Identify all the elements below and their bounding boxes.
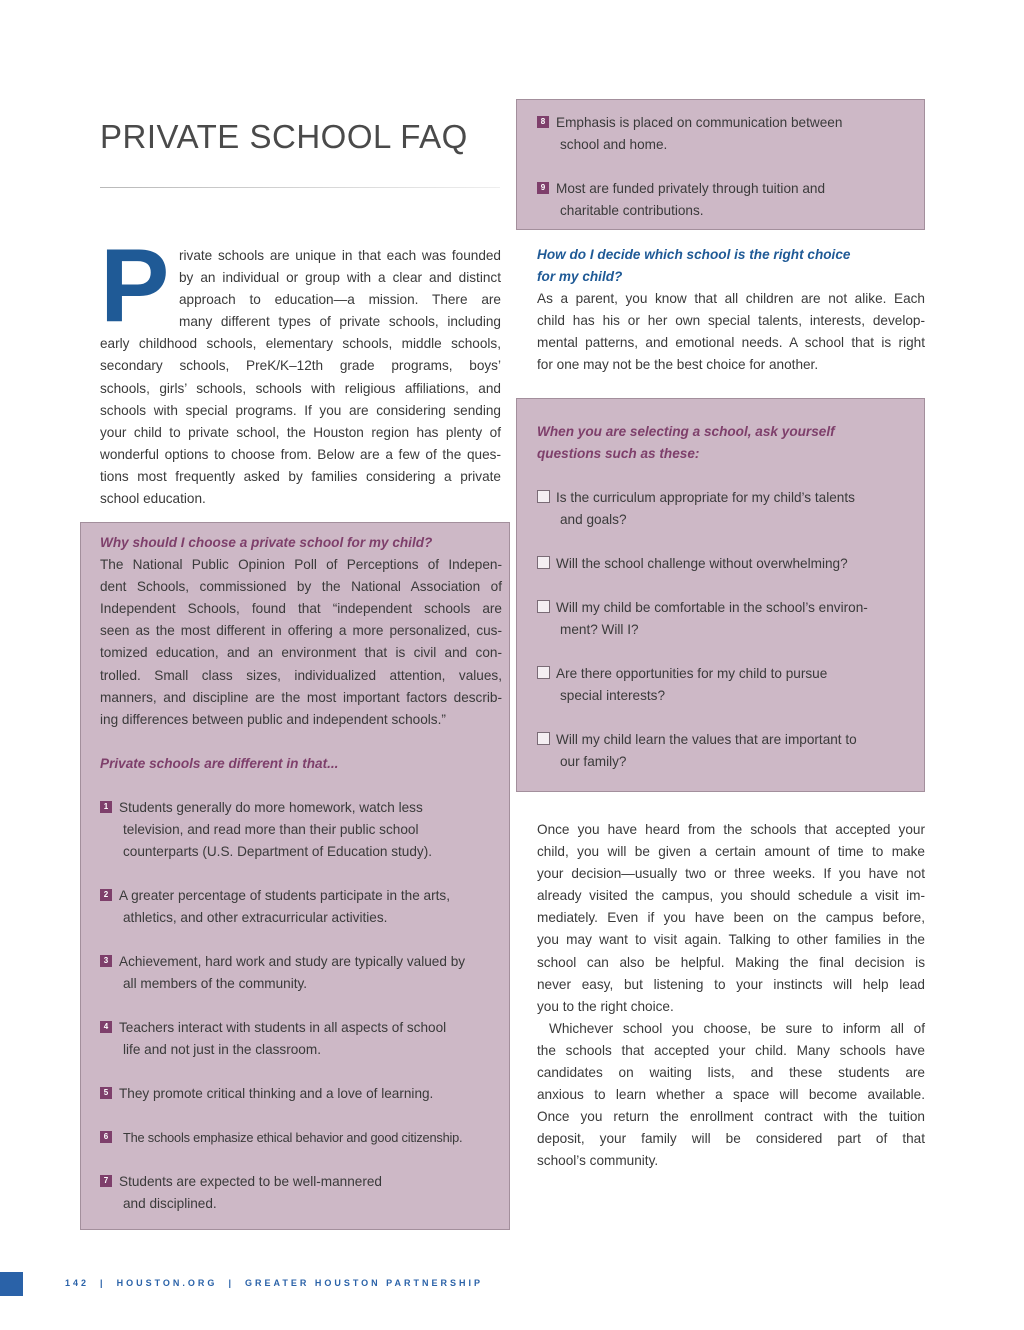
closing-line: anxious to learn whether a space will become available. [537,1087,925,1103]
number-badge: 4 [100,1021,112,1033]
checklist-item [537,597,917,641]
closing-line: already visited the campus, you should schedule a visit im- [537,888,925,904]
why-line: manners, and discipline are the most important factors describ- [100,689,502,705]
checklist-item [537,553,917,575]
footer [65,1278,483,1288]
item-line: and goals? [560,512,627,528]
closing-line: you may want to visit again. Talking to other families in the [537,932,925,948]
numbered-item [100,951,502,995]
item-line: Will my child learn the values that are important to [556,732,857,747]
decide-heading: How do I decide which school is the right choice [537,247,851,262]
number-badge: 1 [100,801,112,813]
footer-org: GREATER HOUSTON PARTNERSHIP [245,1278,484,1288]
item-line: and disciplined. [123,1196,217,1212]
item-line: Emphasis is placed on communication between [556,115,843,130]
intro-line: many different types of private schools, including [179,314,501,330]
numbered-item [100,1017,502,1061]
different-subheading: Private schools are different in that... [100,755,339,771]
item-line: They promote critical thinking and a love of learning. [119,1086,434,1101]
intro-line: schools with special programs. If you are considering sending [100,402,501,418]
intro-line: wonderful options to choose from. Below are a few of the ques- [100,446,501,462]
closing-line: mediately. Even if you have been on the campus before, [537,910,925,926]
closing-line: never easy, but listening to your instincts will help lead [537,976,925,992]
why-line: seen as the most different in offering a more personalized, cus- [100,623,502,639]
numbered-item [100,1171,502,1215]
number-badge: 6 [100,1131,112,1143]
item-line: school and home. [560,137,668,153]
item-line: life and not just in the classroom. [123,1042,321,1058]
numbered-item [537,178,917,222]
checklist-item [537,729,917,773]
title-divider [100,187,500,188]
item-line: all members of the community. [123,976,308,992]
intro-paragraph [100,245,501,510]
numbered-item [100,885,502,929]
page-number: 142 [65,1278,90,1288]
closing-line: Once you have heard from the schools that accepted your [537,822,925,837]
item-line: Most are funded privately through tuition and [556,181,826,196]
item-line: special interests? [560,688,666,704]
item-line: ment? Will I? [560,622,639,638]
number-badge: 2 [100,889,112,901]
item-line: athletics, and other extracurricular activities. [123,910,388,926]
closing-line: your decision—usually two or three weeks. If you have not [537,866,925,882]
closing-paragraphs [537,819,925,1173]
intro-line: schools, girls’ schools, schools with religious affiliations, and [100,380,501,396]
closing-line: school can also be helpful. Making the final decision is [537,954,925,970]
why-line: tomized education, and an environment that is civil and con- [100,645,502,661]
decide-line: As a parent, you know that all children are not alike. Each [537,291,925,307]
item-line: Will the school challenge without overwhelming? [556,556,848,571]
number-badge: 3 [100,955,112,967]
number-badge: 7 [100,1175,112,1187]
checklist-item [537,663,917,707]
item-line: Will my child be comfortable in the school’s environ- [556,600,868,615]
footer-separator: | [100,1278,106,1288]
item-line: television, and read more than their public school [123,822,419,838]
item-line: A greater percentage of students participate in the arts, [119,888,450,903]
item-line: The schools emphasize ethical behavior and good citizenship. [123,1130,463,1145]
item-line: Are there opportunities for my child to pursue [556,666,828,681]
closing-line: Once you return the enrollment contract with the tuition [537,1109,925,1125]
drop-cap: P [100,228,170,344]
closing-line: child, you will be given a certain amount of time to make [537,844,925,860]
checkbox-icon [537,732,550,745]
checkbox-icon [537,600,550,613]
closing-line: you to the right choice. [537,998,674,1014]
intro-line: approach to education—a mission. There are [179,292,501,308]
intro-line: early childhood schools, elementary schools, middle schools, [100,336,501,352]
footer-separator: | [228,1278,234,1288]
intro-line: by an individual or group with a clear and distinct [179,270,501,286]
why-line: dent Schools, commissioned by the National Association of [100,579,502,595]
numbered-item [537,112,917,156]
item-line: Students are expected to be well-mannered [119,1174,382,1189]
why-line: Independent Schools, found that “independent schools are [100,601,502,617]
why-line: trolled. Small class sizes, individualized attention, values, [100,667,502,683]
questions-heading: When you are selecting a school, ask yourself [537,424,835,439]
intro-line: rivate schools are unique in that each was founded [179,248,501,263]
number-badge: 8 [537,116,549,128]
numbered-item [100,797,502,863]
checklist-item [537,487,917,531]
checkbox-icon [537,666,550,679]
decide-section [537,244,925,377]
closing-line: school’s community. [537,1153,659,1169]
item-line: charitable contributions. [560,203,704,219]
intro-line: tions most frequently asked by families considering a private [100,468,501,484]
questions-box [516,398,925,792]
closing-line: candidates on waiting lists, and these students are [537,1065,925,1081]
questions-heading: questions such as these: [537,446,700,462]
why-line: ing differences between public and independent schools.” [100,711,446,727]
numbered-item [100,1127,502,1149]
closing-line: Whichever school you choose, be sure to inform all of [549,1020,925,1036]
decide-heading: for my child? [537,269,623,285]
decide-line: mental patterns, and emotional needs. A school that is right [537,335,925,351]
intro-line: school education. [100,491,206,507]
page-title: PRIVATE SCHOOL FAQ [100,118,468,155]
item-line: counterparts (U.S. Department of Education study). [123,844,433,860]
continued-list-box [516,99,925,230]
why-line: The National Public Opinion Poll of Perceptions of Indepen- [100,557,502,573]
item-line: our family? [560,754,627,770]
why-private-school-box [80,522,510,1230]
intro-line: your child to private school, the Houston region has plenty of [100,424,501,440]
closing-line: deposit, your family will be considered part of that [537,1131,925,1147]
intro-line: secondary schools, PreK/K–12th grade programs, boys’ [100,358,501,374]
footer-site-link[interactable]: HOUSTON.ORG [116,1278,218,1288]
checkbox-icon [537,490,550,503]
item-line: Is the curriculum appropriate for my child’s talents [556,490,855,505]
item-line: Teachers interact with students in all aspects of school [119,1020,447,1035]
checkbox-icon [537,556,550,569]
decide-line: child has his or her own special talents, interests, develop- [537,313,925,329]
closing-line: the schools that accepted your child. Many schools have [537,1042,925,1058]
footer-color-block [0,1272,23,1296]
number-badge: 5 [100,1087,112,1099]
decide-line: for one may not be the best choice for another. [537,357,819,373]
numbered-item [100,1083,502,1105]
item-line: Students generally do more homework, watch less [119,800,423,815]
number-badge: 9 [537,182,549,194]
item-line: Achievement, hard work and study are typically valued by [119,954,466,969]
why-heading: Why should I choose a private school for my child? [100,535,433,550]
